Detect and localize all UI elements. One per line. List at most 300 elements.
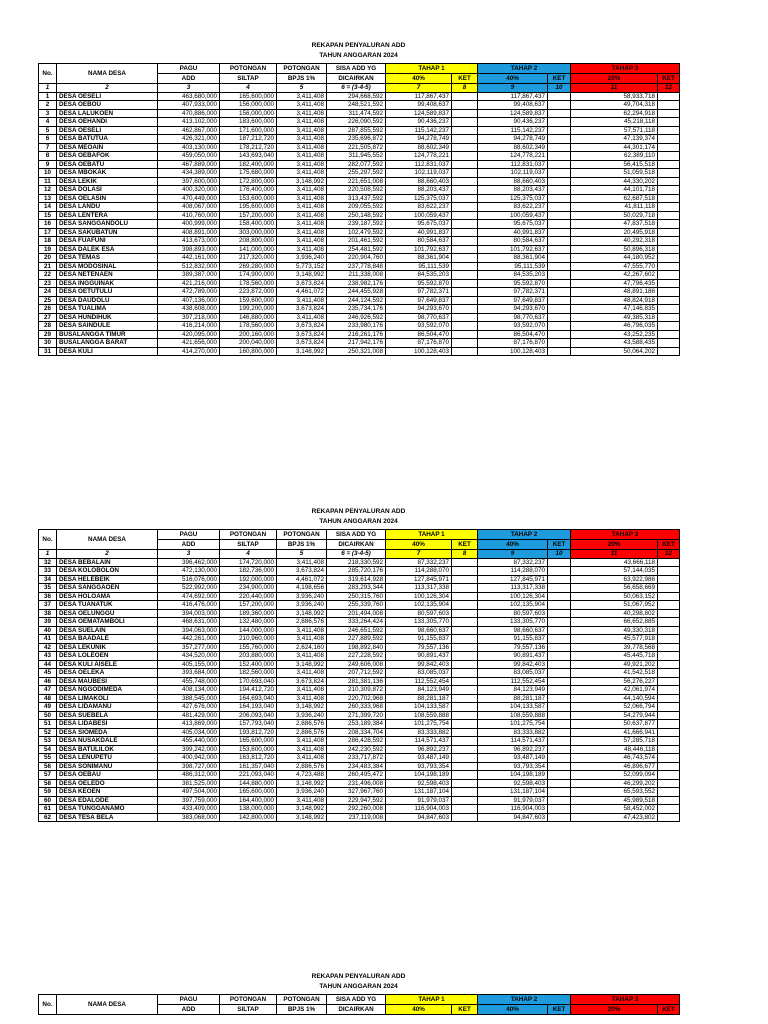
cell-ket-3	[658, 762, 680, 771]
col-index: 9	[478, 550, 548, 559]
cell-ket-2	[548, 745, 571, 754]
cell-potongan-bpjs: 3,411,408	[277, 135, 327, 144]
cell-nama-desa: DESA LEKUNIK	[57, 643, 158, 652]
table-row	[39, 271, 680, 280]
cell-tahap-2: 88,660,403	[478, 177, 548, 186]
cell-tahap-1: 99,842,403	[386, 660, 452, 669]
cell-tahap-2: 108,559,888	[478, 711, 548, 720]
cell-tahap-2: 93,793,354	[478, 762, 548, 771]
cell-potongan-siltap: 220,440,000	[220, 592, 277, 601]
cell-tahap-3: 44,180,952	[571, 254, 658, 263]
cell-tahap-2: 98,770,637	[478, 313, 548, 322]
cell-ket-2	[548, 203, 571, 212]
cell-ket-2	[548, 262, 571, 271]
cell-nama-desa: DESA OETUTULU	[57, 288, 158, 297]
cell-nama-desa: DESA MBOKAK	[57, 169, 158, 178]
cell-pagu-add: 470,886,000	[158, 109, 220, 118]
cell-tahap-1: 101,275,754	[386, 720, 452, 729]
table-row	[39, 805, 680, 814]
cell-potongan-siltap: 144,000,000	[220, 626, 277, 635]
table-row	[39, 339, 680, 348]
cell-no: 37	[39, 601, 57, 610]
cell-potongan-bpjs: 3,411,408	[277, 626, 327, 635]
cell-tahap-2: 117,867,437	[478, 92, 548, 101]
cell-potongan-bpjs: 3,411,408	[277, 160, 327, 169]
cell-no: 8	[39, 152, 57, 161]
cell-ket-3	[658, 254, 680, 263]
cell-potongan-siltap: 176,400,000	[220, 186, 277, 195]
table-row	[39, 720, 680, 729]
cell-potongan-bpjs: 3,411,408	[277, 754, 327, 763]
cell-pagu-add: 400,999,000	[158, 220, 220, 229]
cell-sisa-add: 210,309,872	[327, 686, 386, 695]
table-row	[39, 126, 680, 135]
cell-tahap-3: 51,067,952	[571, 601, 658, 610]
cell-ket-2	[548, 245, 571, 254]
cell-tahap-1: 98,660,637	[386, 626, 452, 635]
col-index: 7	[386, 550, 452, 559]
cell-no: 48	[39, 694, 57, 703]
cell-no: 42	[39, 643, 57, 652]
cell-sisa-add: 313,437,592	[327, 194, 386, 203]
cell-tahap-1: 94,293,670	[386, 305, 452, 314]
cell-nama-desa: DESA KEOEN	[57, 788, 158, 797]
cell-tahap-2: 124,778,221	[478, 152, 548, 161]
cell-tahap-1: 84,123,949	[386, 686, 452, 695]
cell-potongan-bpjs: 3,673,824	[277, 305, 327, 314]
header-ket-1: KET	[452, 540, 478, 550]
cell-potongan-siltap: 182,400,000	[220, 160, 277, 169]
cell-ket-3	[658, 92, 680, 101]
cell-ket-2	[548, 313, 571, 322]
cell-tahap-1: 88,281,187	[386, 694, 452, 703]
table-row	[39, 109, 680, 118]
cell-ket-2	[548, 703, 571, 712]
cell-tahap-1: 127,845,971	[386, 575, 452, 584]
cell-sisa-add: 207,712,592	[327, 669, 386, 678]
cell-tahap-1: 83,333,882	[386, 728, 452, 737]
cell-potongan-siltap: 164,193,040	[220, 703, 277, 712]
cell-ket-3	[658, 237, 680, 246]
cell-tahap-2: 84,535,203	[478, 271, 548, 280]
cell-pagu-add: 389,387,000	[158, 271, 220, 280]
cell-no: 35	[39, 584, 57, 593]
cell-tahap-3: 41,811,118	[571, 203, 658, 212]
cell-tahap-1: 94,847,603	[386, 813, 452, 822]
col-index: 12	[658, 84, 680, 93]
cell-sisa-add: 281,381,136	[327, 677, 386, 686]
cell-potongan-siltap: 221,093,040	[220, 771, 277, 780]
cell-tahap-3: 52,099,094	[571, 771, 658, 780]
table-row	[39, 686, 680, 695]
cell-potongan-siltap: 165,600,000	[220, 92, 277, 101]
table-row	[39, 347, 680, 356]
cell-tahap-2: 112,831,037	[478, 160, 548, 169]
header-tahap-2: TAHAP 2	[478, 64, 571, 74]
cell-tahap-1: 101,792,637	[386, 245, 452, 254]
cell-nama-desa: DESA BAADALE	[57, 635, 158, 644]
cell-ket-1	[452, 118, 478, 127]
cell-ket-2	[548, 186, 571, 195]
cell-no: 32	[39, 558, 57, 567]
cell-ket-1	[452, 796, 478, 805]
cell-tahap-1: 95,111,539	[386, 262, 452, 271]
cell-no: 4	[39, 118, 57, 127]
table-header	[39, 995, 680, 1015]
cell-ket-1	[452, 220, 478, 229]
cell-potongan-bpjs: 3,148,992	[277, 271, 327, 280]
cell-ket-3	[658, 754, 680, 763]
cell-sisa-add: 311,945,552	[327, 152, 386, 161]
cell-potongan-siltap: 174,720,000	[220, 558, 277, 567]
cell-ket-1	[452, 592, 478, 601]
cell-ket-2	[548, 254, 571, 263]
cell-potongan-bpjs: 3,936,240	[277, 592, 327, 601]
cell-sisa-add: 255,339,760	[327, 601, 386, 610]
cell-sisa-add: 201,461,592	[327, 237, 386, 246]
cell-tahap-2: 96,892,237	[478, 745, 548, 754]
cell-tahap-3: 46,896,677	[571, 762, 658, 771]
cell-tahap-1: 91,979,037	[386, 796, 452, 805]
cell-ket-2	[548, 694, 571, 703]
cell-nama-desa: DESA LIMAKOLI	[57, 694, 158, 703]
header-potongan-bpjs: POTONGAN	[277, 530, 327, 540]
cell-tahap-3: 46,743,574	[571, 754, 658, 763]
cell-ket-1	[452, 169, 478, 178]
cell-ket-2	[548, 788, 571, 797]
table-row	[39, 118, 680, 127]
cell-pagu-add: 398,893,000	[158, 245, 220, 254]
cell-tahap-2: 93,592,070	[478, 322, 548, 331]
cell-potongan-siltap: 189,360,000	[220, 609, 277, 618]
cell-potongan-bpjs: 3,673,824	[277, 339, 327, 348]
cell-tahap-2: 131,187,104	[478, 788, 548, 797]
cell-potongan-bpjs: 3,411,408	[277, 737, 327, 746]
cell-ket-2	[548, 575, 571, 584]
cell-ket-3	[658, 618, 680, 627]
col-index: 2	[57, 550, 158, 559]
cell-ket-1	[452, 237, 478, 246]
header-ket-2: KET	[548, 74, 571, 84]
cell-ket-1	[452, 271, 478, 280]
cell-tahap-1: 80,584,637	[386, 237, 452, 246]
cell-ket-3	[658, 203, 680, 212]
cell-nama-desa: DESA OELASIN	[57, 194, 158, 203]
cell-ket-1	[452, 660, 478, 669]
cell-ket-1	[452, 101, 478, 110]
cell-no: 24	[39, 288, 57, 297]
header-pct-tahap-2: 40%	[478, 74, 548, 84]
cell-sisa-add: 235,696,872	[327, 135, 386, 144]
cell-ket-3	[658, 575, 680, 584]
cell-tahap-1: 95,592,870	[386, 279, 452, 288]
cell-pagu-add: 421,216,000	[158, 279, 220, 288]
cell-no: 45	[39, 669, 57, 678]
cell-tahap-2: 87,332,237	[478, 558, 548, 567]
cell-ket-1	[452, 126, 478, 135]
cell-ket-1	[452, 601, 478, 610]
cell-ket-1	[452, 305, 478, 314]
table-row	[39, 575, 680, 584]
cell-potongan-siltap: 159,600,000	[220, 296, 277, 305]
cell-ket-2	[548, 220, 571, 229]
cell-ket-3	[658, 135, 680, 144]
cell-no: 33	[39, 567, 57, 576]
cell-sisa-add: 231,496,008	[327, 779, 386, 788]
cell-pagu-add: 405,034,000	[158, 728, 220, 737]
cell-potongan-siltap: 157,793,040	[220, 720, 277, 729]
cell-nama-desa: DESA INGGUINAK	[57, 279, 158, 288]
cell-ket-3	[658, 643, 680, 652]
cell-ket-1	[452, 211, 478, 220]
cell-tahap-2: 100,059,437	[478, 211, 548, 220]
cell-tahap-2: 112,552,454	[478, 677, 548, 686]
cell-ket-1	[452, 109, 478, 118]
table-row	[39, 635, 680, 644]
cell-potongan-bpjs: 4,198,656	[277, 584, 327, 593]
cell-ket-3	[658, 694, 680, 703]
cell-potongan-siltap: 157,200,000	[220, 211, 277, 220]
cell-sisa-add: 244,455,928	[327, 288, 386, 297]
cell-pagu-add: 455,748,000	[158, 677, 220, 686]
table-row	[39, 601, 680, 610]
cell-ket-2	[548, 271, 571, 280]
cell-tahap-2: 94,293,670	[478, 305, 548, 314]
cell-ket-3	[658, 558, 680, 567]
cell-sisa-add: 216,261,176	[327, 330, 386, 339]
cell-ket-2	[548, 101, 571, 110]
cell-pagu-add: 408,067,000	[158, 203, 220, 212]
cell-ket-3	[658, 322, 680, 331]
cell-ket-1	[452, 558, 478, 567]
header-tahap-3: TAHAP 3	[571, 64, 680, 74]
header-ket-3: KET	[658, 1005, 680, 1015]
recap-table-3	[38, 994, 680, 1015]
cell-ket-1	[452, 254, 478, 263]
cell-no: 30	[39, 339, 57, 348]
cell-sisa-add: 211,338,008	[327, 271, 386, 280]
table-row	[39, 211, 680, 220]
cell-potongan-siltap: 146,880,000	[220, 313, 277, 322]
cell-no: 61	[39, 805, 57, 814]
cell-tahap-1: 93,592,070	[386, 322, 452, 331]
cell-sisa-add: 255,297,592	[327, 169, 386, 178]
cell-nama-desa: BUSALANGGA TIMUR	[57, 330, 158, 339]
cell-pagu-add: 512,832,000	[158, 262, 220, 271]
cell-potongan-bpjs: 3,411,408	[277, 92, 327, 101]
cell-potongan-siltap: 210,960,000	[220, 635, 277, 644]
cell-ket-1	[452, 737, 478, 746]
cell-tahap-3: 52,066,794	[571, 703, 658, 712]
cell-potongan-siltap: 183,600,000	[220, 118, 277, 127]
cell-tahap-1: 94,278,749	[386, 135, 452, 144]
cell-ket-1	[452, 779, 478, 788]
cell-ket-3	[658, 279, 680, 288]
cell-ket-3	[658, 109, 680, 118]
table-row	[39, 279, 680, 288]
cell-tahap-2: 83,085,037	[478, 669, 548, 678]
cell-ket-3	[658, 347, 680, 356]
col-index: 11	[571, 550, 658, 559]
cell-tahap-3: 50,029,718	[571, 211, 658, 220]
cell-potongan-bpjs: 3,673,824	[277, 330, 327, 339]
cell-ket-2	[548, 211, 571, 220]
cell-tahap-2: 84,123,949	[478, 686, 548, 695]
report-subtitle: TAHUN ANGGARAN 2024	[319, 983, 398, 990]
header-potongan-siltap: POTONGAN	[220, 530, 277, 540]
cell-potongan-siltap: 138,000,000	[220, 805, 277, 814]
cell-potongan-siltap: 178,560,000	[220, 322, 277, 331]
cell-potongan-siltap: 165,600,000	[220, 788, 277, 797]
header-pct-tahap-3: 20%	[571, 74, 658, 84]
recap-section-3	[38, 972, 679, 1015]
cell-potongan-bpjs: 3,411,408	[277, 101, 327, 110]
cell-ket-1	[452, 635, 478, 644]
cell-potongan-siltap: 157,200,000	[220, 601, 277, 610]
cell-tahap-3: 47,555,770	[571, 262, 658, 271]
cell-potongan-siltap: 194,412,720	[220, 686, 277, 695]
col-index: 12	[658, 550, 680, 559]
cell-tahap-3: 54,279,944	[571, 711, 658, 720]
cell-tahap-2: 95,111,539	[478, 262, 548, 271]
cell-tahap-2: 115,142,237	[478, 126, 548, 135]
cell-ket-2	[548, 805, 571, 814]
table-row	[39, 592, 680, 601]
cell-nama-desa: DESA DOLASI	[57, 186, 158, 195]
cell-nama-desa: DESA OEBAFOK	[57, 152, 158, 161]
cell-ket-1	[452, 686, 478, 695]
cell-tahap-2: 100,126,304	[478, 592, 548, 601]
cell-ket-3	[658, 745, 680, 754]
cell-sisa-add: 229,947,592	[327, 796, 386, 805]
table-row	[39, 322, 680, 331]
cell-ket-1	[452, 720, 478, 729]
cell-potongan-bpjs: 4,461,072	[277, 288, 327, 297]
cell-tahap-1: 100,128,403	[386, 347, 452, 356]
table-header	[39, 64, 680, 93]
cell-potongan-bpjs: 3,148,992	[277, 703, 327, 712]
header-dicairkan: DICAIRKAN	[327, 540, 386, 550]
cell-potongan-siltap: 164,400,000	[220, 796, 277, 805]
cell-tahap-2: 97,649,837	[478, 296, 548, 305]
cell-pagu-add: 414,270,000	[158, 347, 220, 356]
cell-no: 51	[39, 720, 57, 729]
cell-pagu-add: 462,867,000	[158, 126, 220, 135]
recap-table-1	[38, 63, 680, 356]
cell-tahap-3: 39,778,568	[571, 643, 658, 652]
cell-tahap-2: 95,592,870	[478, 279, 548, 288]
cell-nama-desa: DESA SAINDULE	[57, 322, 158, 331]
cell-ket-2	[548, 169, 571, 178]
table-row	[39, 609, 680, 618]
cell-ket-1	[452, 245, 478, 254]
table-row	[39, 737, 680, 746]
table-row	[39, 194, 680, 203]
table-row	[39, 254, 680, 263]
cell-pagu-add: 516,076,000	[158, 575, 220, 584]
cell-ket-2	[548, 609, 571, 618]
cell-tahap-2: 104,198,189	[478, 771, 548, 780]
cell-ket-2	[548, 347, 571, 356]
cell-ket-1	[452, 135, 478, 144]
table-row	[39, 288, 680, 297]
header-tahap-1: TAHAP 1	[386, 530, 478, 540]
cell-ket-3	[658, 262, 680, 271]
cell-sisa-add: 208,334,704	[327, 728, 386, 737]
cell-pagu-add: 470,449,000	[158, 194, 220, 203]
cell-potongan-siltap: 178,560,000	[220, 279, 277, 288]
cell-tahap-2: 87,176,870	[478, 339, 548, 348]
cell-potongan-bpjs: 3,411,408	[277, 296, 327, 305]
cell-sisa-add: 253,189,384	[327, 720, 386, 729]
cell-ket-3	[658, 779, 680, 788]
table-row	[39, 296, 680, 305]
table-row	[39, 694, 680, 703]
cell-potongan-bpjs: 3,411,408	[277, 228, 327, 237]
cell-tahap-1: 40,991,837	[386, 228, 452, 237]
cell-sisa-add: 221,505,872	[327, 143, 386, 152]
cell-tahap-1: 79,557,136	[386, 643, 452, 652]
cell-tahap-1: 113,317,338	[386, 584, 452, 593]
cell-potongan-bpjs: 3,411,408	[277, 169, 327, 178]
cell-ket-1	[452, 771, 478, 780]
table-row	[39, 796, 680, 805]
cell-ket-3	[658, 737, 680, 746]
cell-sisa-add: 250,321,008	[327, 347, 386, 356]
cell-tahap-2: 88,281,187	[478, 694, 548, 703]
cell-sisa-add: 218,330,592	[327, 558, 386, 567]
cell-potongan-siltap: 156,000,000	[220, 109, 277, 118]
col-index: 4	[220, 550, 277, 559]
cell-pagu-add: 413,869,000	[158, 720, 220, 729]
cell-potongan-bpjs: 5,773,152	[277, 262, 327, 271]
header-nama-desa: NAMA DESA	[57, 64, 158, 84]
cell-ket-3	[658, 635, 680, 644]
cell-sisa-add: 226,090,592	[327, 118, 386, 127]
cell-nama-desa: DESA HUNDIHUK	[57, 313, 158, 322]
cell-ket-3	[658, 703, 680, 712]
cell-nama-desa: DESA OEBATU	[57, 160, 158, 169]
cell-no: 40	[39, 626, 57, 635]
cell-no: 21	[39, 262, 57, 271]
table-row	[39, 626, 680, 635]
cell-pagu-add: 408,134,000	[158, 686, 220, 695]
col-index: 8	[452, 84, 478, 93]
cell-nama-desa: DESA LENUPETU	[57, 754, 158, 763]
cell-tahap-3: 63,922,986	[571, 575, 658, 584]
cell-tahap-2: 93,487,149	[478, 754, 548, 763]
cell-tahap-3: 46,796,035	[571, 322, 658, 331]
cell-sisa-add: 250,315,760	[327, 592, 386, 601]
cell-pagu-add: 481,429,000	[158, 711, 220, 720]
cell-sisa-add: 220,508,592	[327, 186, 386, 195]
cell-pagu-add: 434,389,000	[158, 169, 220, 178]
cell-no: 22	[39, 271, 57, 280]
col-index: 6 = (3-4-5)	[327, 84, 386, 93]
cell-tahap-3: 62,687,518	[571, 194, 658, 203]
cell-pagu-add: 438,608,000	[158, 305, 220, 314]
cell-tahap-2: 104,133,587	[478, 703, 548, 712]
cell-potongan-bpjs: 3,411,408	[277, 109, 327, 118]
cell-ket-1	[452, 194, 478, 203]
cell-tahap-3: 66,652,885	[571, 618, 658, 627]
cell-ket-1	[452, 711, 478, 720]
cell-nama-desa: DESA NUSAKDALE	[57, 737, 158, 746]
cell-nama-desa: DESA EDALODE	[57, 796, 158, 805]
cell-ket-2	[548, 779, 571, 788]
cell-ket-2	[548, 567, 571, 576]
cell-nama-desa: DESA OEMATAMBOLI	[57, 618, 158, 627]
